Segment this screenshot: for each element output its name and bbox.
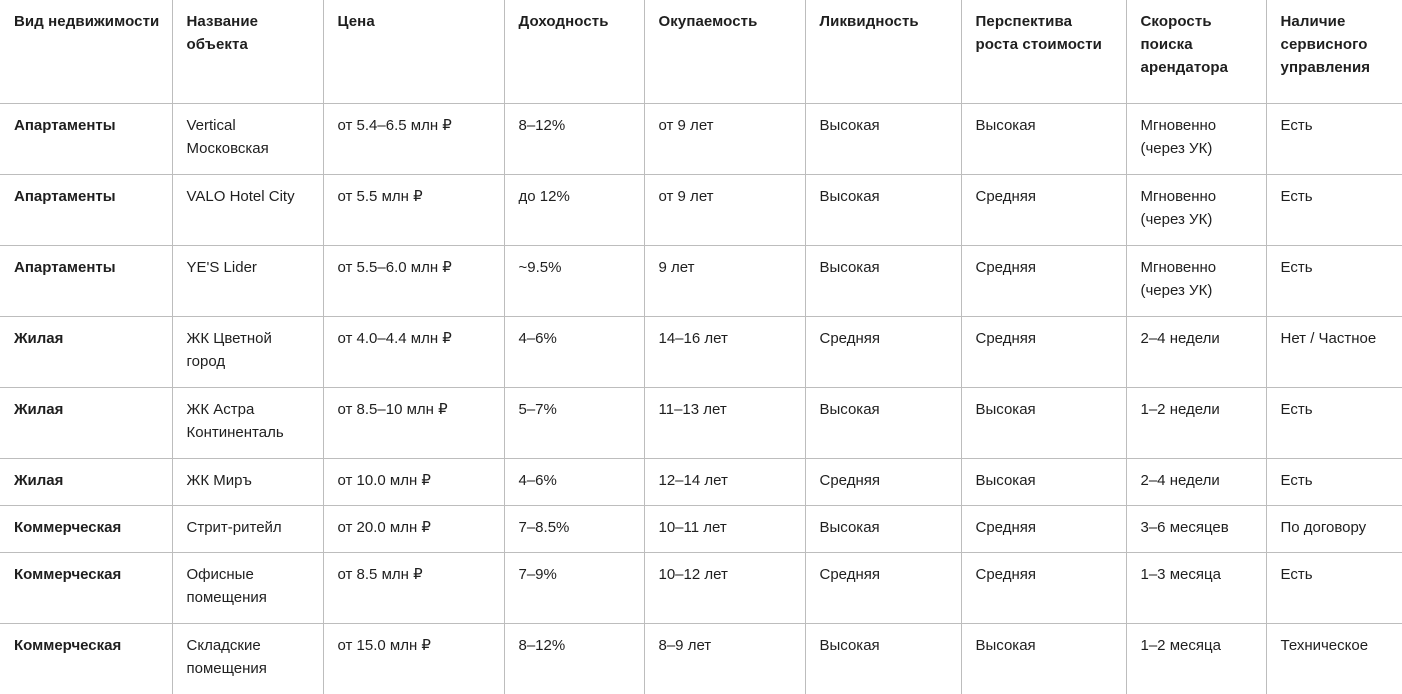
cell-liquidity: Высокая [805, 103, 961, 174]
header-yield: Доходность [504, 0, 644, 103]
cell-tenant-search-speed: 1–2 недели [1126, 387, 1266, 458]
cell-liquidity: Высокая [805, 387, 961, 458]
cell-property-type: Жилая [0, 316, 172, 387]
cell-yield: 8–12% [504, 623, 644, 694]
cell-yield: 4–6% [504, 458, 644, 505]
cell-liquidity: Средняя [805, 458, 961, 505]
header-property-type: Вид недвижимости [0, 0, 172, 103]
cell-service-management: По договору [1266, 505, 1402, 552]
table-row [0, 103, 1402, 174]
cell-liquidity: Средняя [805, 552, 961, 623]
cell-price: от 5.4–6.5 млн ₽ [323, 103, 504, 174]
cell-service-management: Есть [1266, 103, 1402, 174]
cell-object-name: ЖК Астра Континенталь [172, 387, 323, 458]
cell-price: от 10.0 млн ₽ [323, 458, 504, 505]
cell-object-name: ЖК Миръ [172, 458, 323, 505]
cell-object-name: YE'S Lider [172, 245, 323, 316]
cell-object-name: Складские помещения [172, 623, 323, 694]
cell-yield: 5–7% [504, 387, 644, 458]
table-body [0, 103, 1402, 694]
table-row [0, 552, 1402, 623]
cell-price: от 8.5 млн ₽ [323, 552, 504, 623]
table-row [0, 458, 1402, 505]
cell-service-management: Техническое [1266, 623, 1402, 694]
cell-growth-prospect: Средняя [961, 245, 1126, 316]
cell-tenant-search-speed: 2–4 недели [1126, 458, 1266, 505]
cell-yield: до 12% [504, 174, 644, 245]
header-liquidity: Ликвидность [805, 0, 961, 103]
cell-growth-prospect: Высокая [961, 387, 1126, 458]
cell-yield: 7–9% [504, 552, 644, 623]
cell-growth-prospect: Средняя [961, 505, 1126, 552]
table-row [0, 505, 1402, 552]
cell-service-management: Есть [1266, 174, 1402, 245]
header-price: Цена [323, 0, 504, 103]
header-object-name: Название объекта [172, 0, 323, 103]
cell-yield: 8–12% [504, 103, 644, 174]
cell-price: от 5.5 млн ₽ [323, 174, 504, 245]
cell-property-type: Апартаменты [0, 245, 172, 316]
cell-liquidity: Высокая [805, 245, 961, 316]
cell-growth-prospect: Средняя [961, 174, 1126, 245]
cell-object-name: VALO Hotel City [172, 174, 323, 245]
header-payback: Окупаемость [644, 0, 805, 103]
cell-price: от 15.0 млн ₽ [323, 623, 504, 694]
table-row [0, 174, 1402, 245]
cell-tenant-search-speed: 1–3 месяца [1126, 552, 1266, 623]
cell-tenant-search-speed: 3–6 месяцев [1126, 505, 1266, 552]
cell-liquidity: Средняя [805, 316, 961, 387]
cell-payback: 8–9 лет [644, 623, 805, 694]
cell-yield: 7–8.5% [504, 505, 644, 552]
table-row [0, 245, 1402, 316]
cell-property-type: Коммерческая [14, 636, 122, 654]
cell-property-type: Жилая [0, 458, 172, 505]
header-service-management: Наличие сервисного управления [1266, 0, 1402, 103]
cell-object-name: Стрит-ритейл [172, 505, 323, 552]
cell-liquidity: Высокая [805, 174, 961, 245]
cell-yield: 4–6% [504, 316, 644, 387]
cell-price: от 5.5–6.0 млн ₽ [323, 245, 504, 316]
cell-property-type: Апартаменты [0, 174, 172, 245]
cell-tenant-search-speed: 1–2 месяца [1126, 623, 1266, 694]
cell-object-name: Офисные помещения [172, 552, 323, 623]
cell-yield: ~9.5% [504, 245, 644, 316]
cell-payback: 12–14 лет [644, 458, 805, 505]
cell-price: от 8.5–10 млн ₽ [323, 387, 504, 458]
cell-payback: 9 лет [644, 245, 805, 316]
cell-growth-prospect: Высокая [961, 103, 1126, 174]
cell-property-type: Жилая [0, 387, 172, 458]
cell-tenant-search-speed: 2–4 недели [1126, 316, 1266, 387]
cell-payback: от 9 лет [644, 174, 805, 245]
cell-property-type: Апартаменты [0, 103, 172, 174]
cell-payback: 10–11 лет [644, 505, 805, 552]
cell-price: от 4.0–4.4 млн ₽ [323, 316, 504, 387]
cell-payback: 11–13 лет [644, 387, 805, 458]
cell-growth-prospect: Средняя [961, 552, 1126, 623]
cell-property-type: Коммерческая [0, 505, 172, 552]
cell-growth-prospect: Средняя [961, 316, 1126, 387]
cell-object-name: Vertical Московская [172, 103, 323, 174]
cell-tenant-search-speed: Мгновенно (через УК) [1126, 174, 1266, 245]
table-row [0, 316, 1402, 387]
header-growth-prospect: Перспектива роста стоимости [961, 0, 1126, 103]
cell-service-management: Есть [1266, 245, 1402, 316]
header-row [0, 0, 1402, 103]
cell-service-management: Есть [1266, 458, 1402, 505]
cell-growth-prospect: Высокая [961, 458, 1126, 505]
cell-growth-prospect: Высокая [961, 623, 1126, 694]
table-header [0, 0, 1402, 103]
cell-service-management: Нет / Частное [1266, 316, 1402, 387]
header-tenant-search-speed: Скорость поиска арендатора [1126, 0, 1266, 103]
cell-property-type: Коммерческая [0, 552, 172, 623]
cell-payback: 14–16 лет [644, 316, 805, 387]
cell-tenant-search-speed: Мгновенно (через УК) [1126, 245, 1266, 316]
cell-liquidity: Высокая [805, 505, 961, 552]
cell-object-name: ЖК Цветной город [172, 316, 323, 387]
cell-service-management: Есть [1266, 552, 1402, 623]
cell-tenant-search-speed: Мгновенно (через УК) [1126, 103, 1266, 174]
cell-price: от 20.0 млн ₽ [323, 505, 504, 552]
table-row [0, 623, 1402, 694]
table-row [0, 387, 1402, 458]
cell-payback: 10–12 лет [644, 552, 805, 623]
cell-liquidity: Высокая [805, 623, 961, 694]
cell-service-management: Есть [1266, 387, 1402, 458]
cell-payback: от 9 лет [644, 103, 805, 174]
